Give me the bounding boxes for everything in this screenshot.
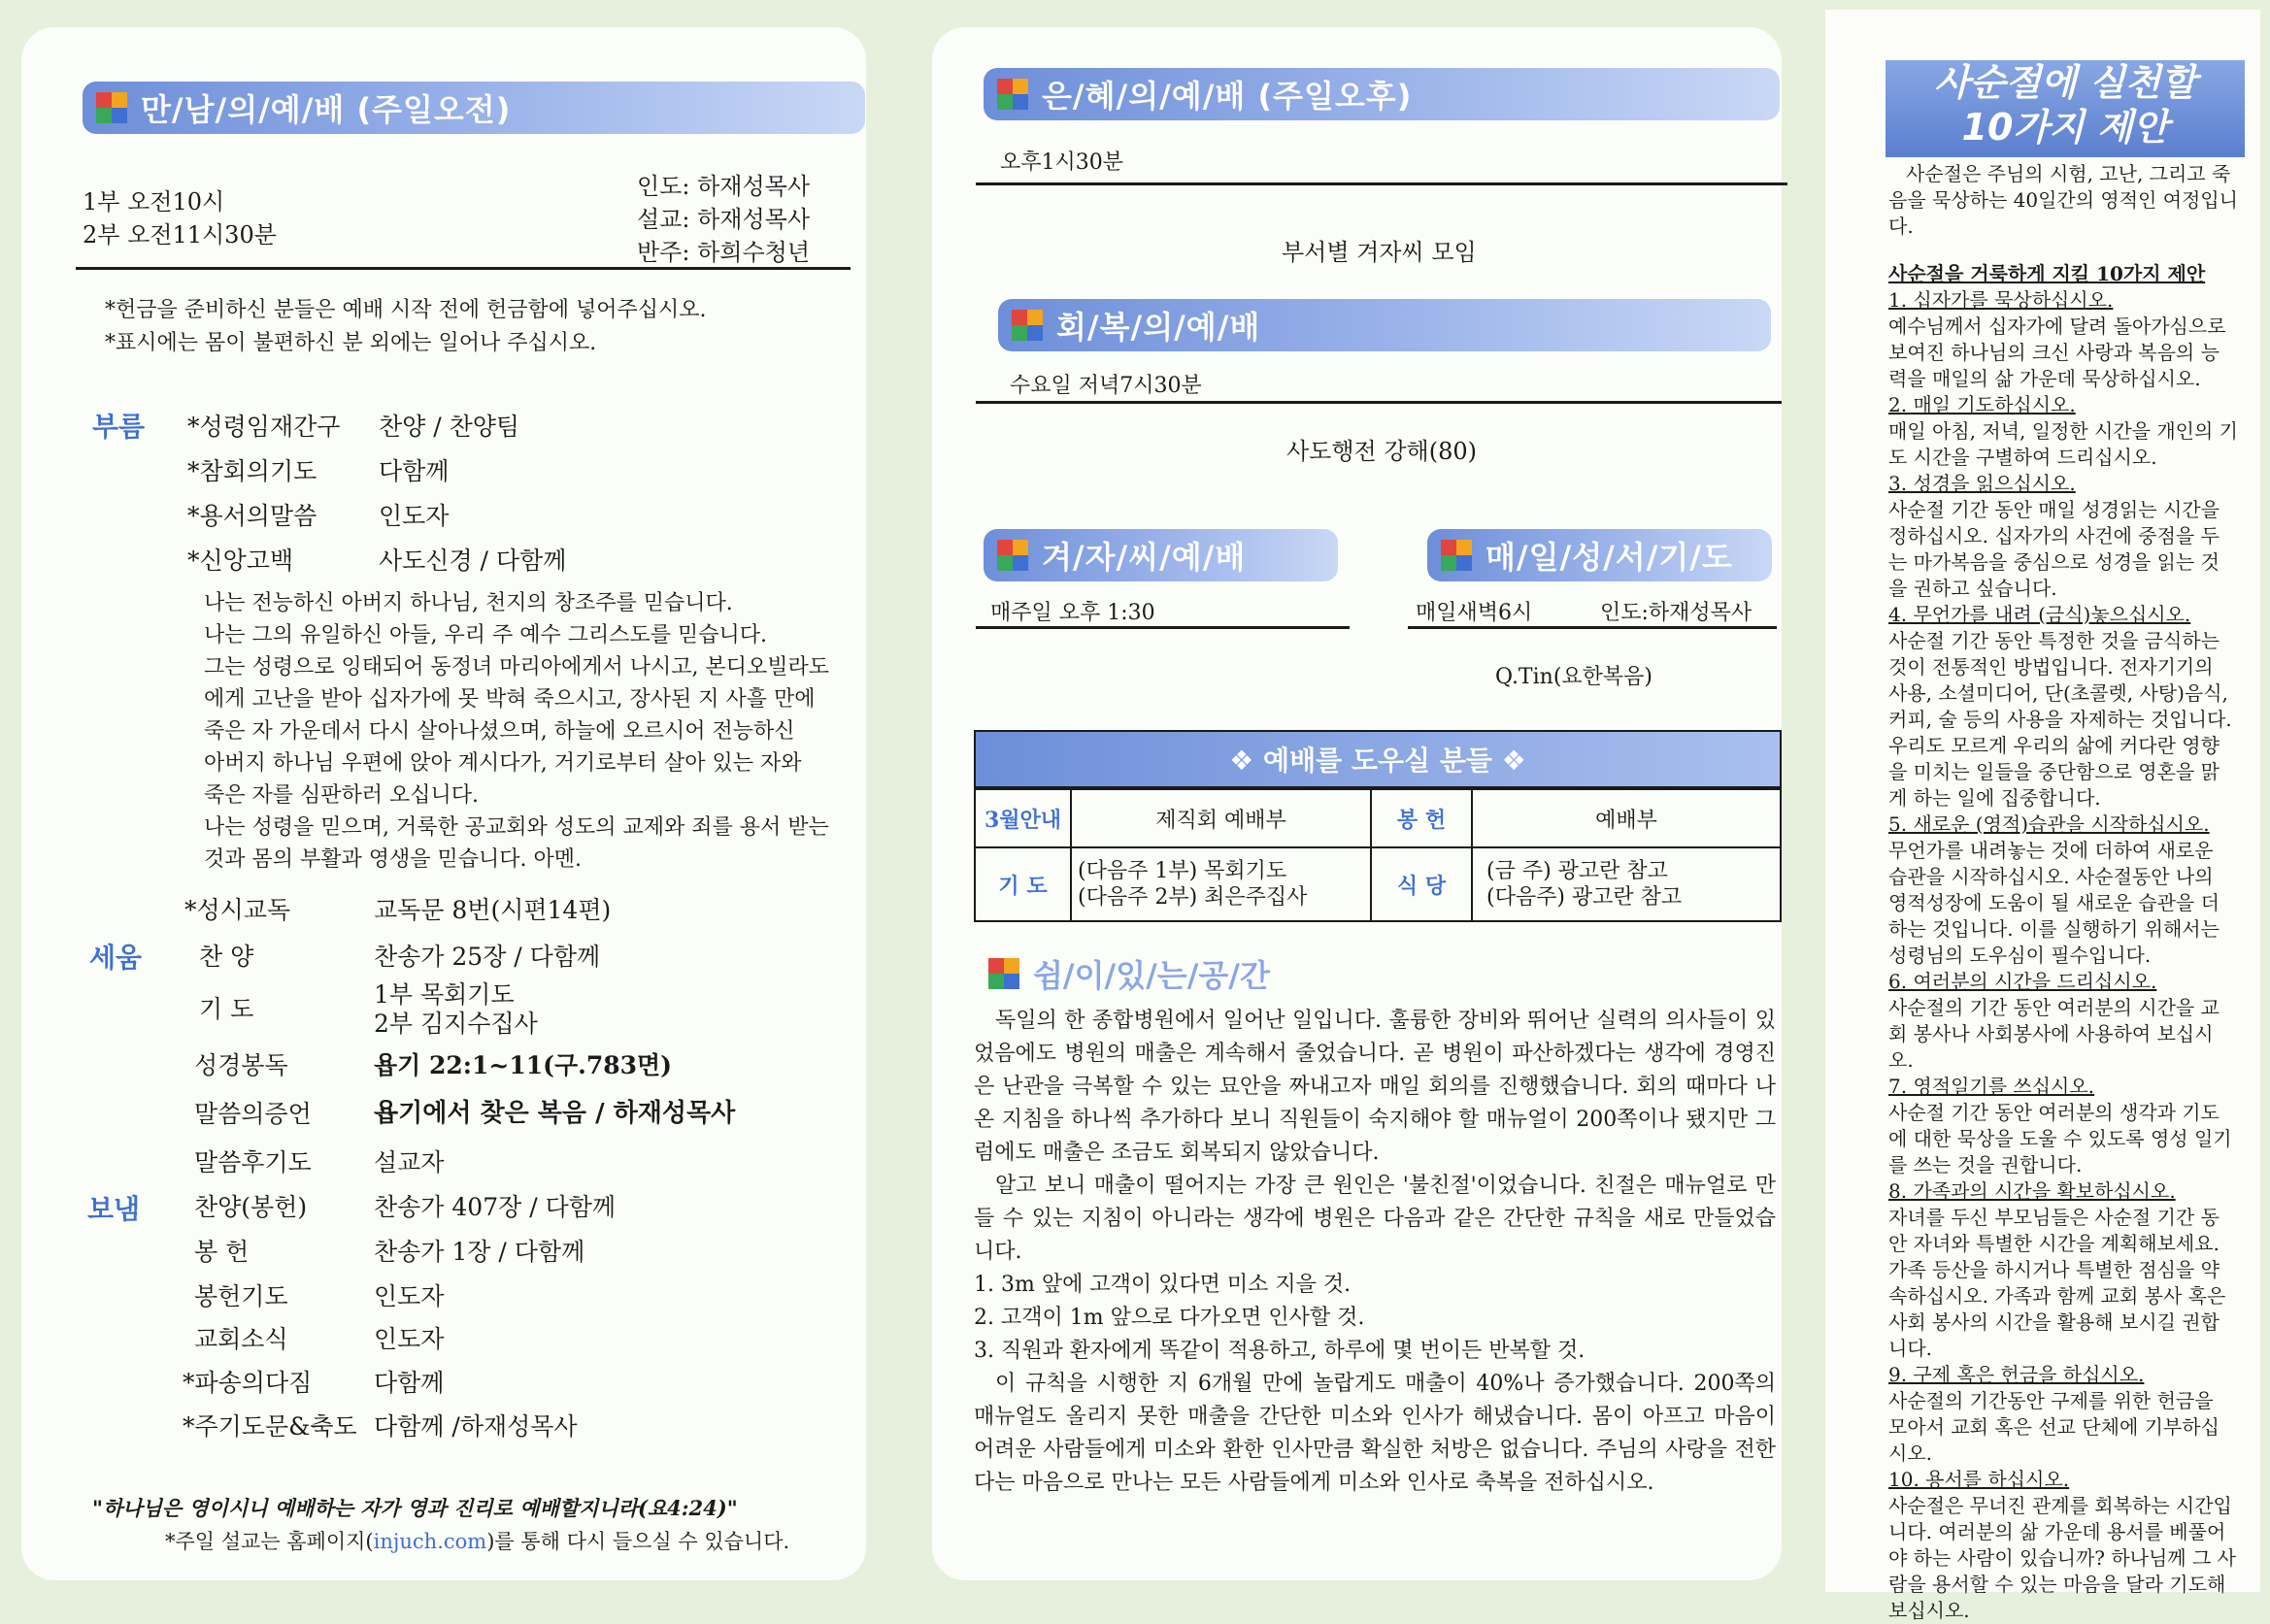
suggestion-heading: 9. 구제 혹은 헌금을 하십시오. bbox=[1888, 1363, 2145, 1386]
rest-story bbox=[974, 1005, 1776, 1500]
meal-cell: 식 당 bbox=[1371, 847, 1472, 921]
recovery-event: 사도행전 강해(80) bbox=[1286, 438, 1477, 465]
order-item: 교회소식 bbox=[194, 1325, 288, 1353]
prayer-assignments bbox=[1071, 847, 1371, 921]
suggestion-heading: 5. 새로운 (영적)습관을 시작하십시오. bbox=[1888, 812, 2210, 836]
creed-line: 나는 그의 유일하신 아들, 우리 주 예수 그리스도를 믿습니다. bbox=[204, 623, 767, 647]
color-square-icon bbox=[997, 79, 1028, 110]
offering-note: *헌금을 준비하신 분들은 예배 시작 전에 헌금함에 넣어주십시오. bbox=[105, 298, 707, 322]
order-item: *성시교독 bbox=[184, 896, 291, 924]
order-detail: 욥기 22:1~11(구.783면) bbox=[374, 1051, 673, 1079]
suggestion-body: 매일 아침, 저녁, 일정한 시간을 개인의 기도 시간을 구별하여 드리십시오. bbox=[1888, 419, 2238, 469]
suggestion-heading: 4. 무언가를 내려 (금식)놓으십시오. bbox=[1888, 603, 2191, 626]
divider bbox=[976, 182, 1787, 185]
order-detail: 찬송가 1장 / 다함께 bbox=[374, 1238, 585, 1266]
helpers-table bbox=[974, 788, 1782, 922]
creed-line: 죽은 자를 심판하러 오십니다. bbox=[204, 783, 479, 808]
suggestion-heading: 8. 가족과의 시간을 확보하십시오. bbox=[1888, 1179, 2176, 1203]
sermon-title: 욥기에서 찾은 복음 / 하재성목사 bbox=[374, 1099, 736, 1128]
stand-note: *표시에는 몸이 불편하신 분 외에는 일어나 주십시오. bbox=[105, 331, 597, 355]
header-title: 매/일/성/서/기/도 bbox=[1486, 539, 1733, 576]
creed-line: 것과 몸의 부활과 영생을 믿습니다. 아멘. bbox=[204, 847, 582, 872]
afternoon-worship-header bbox=[984, 68, 1780, 120]
suggestion-body: 사순절의 기간동안 구제를 위한 헌금을 모아서 교회 혹은 선교 단체에 기부하십시오. bbox=[1888, 1389, 2220, 1465]
title-line: 10가지 제안 bbox=[1961, 106, 2169, 149]
helpers-title: ❖ 예배를 도우실 분들 ❖ bbox=[974, 730, 1782, 788]
order-item: *참회의기도 bbox=[187, 457, 317, 485]
order-detail: 인도자 bbox=[374, 1325, 445, 1353]
offering-header: 봉 헌 bbox=[1371, 789, 1472, 847]
service-time-2: 2부 오전11시30분 bbox=[83, 221, 277, 249]
prayer-cell: 기 도 bbox=[975, 847, 1071, 921]
order-detail: 찬양 / 찬양팀 bbox=[379, 413, 520, 441]
order-item: 찬양(봉헌) bbox=[194, 1193, 308, 1221]
afternoon-event: 부서별 겨자씨 모임 bbox=[1282, 239, 1477, 266]
title-line: 사순절에 실천할 bbox=[1933, 61, 2197, 104]
header-title: 겨/자/씨/예/배 bbox=[1042, 539, 1247, 576]
suggestion-body: 무언가를 내려놓는 것에 더하여 새로운 습관을 시작하십시오. 사순절동안 나의 영적성장에 도움이 될 새로운 습관을 더하는 것입니다. 이를 실행하기 위해서는 성령님의 도우심이 필수입니다. bbox=[1888, 839, 2220, 967]
story-paragraph: 독일의 한 종합병원에서 일어난 일입니다. 훌륭한 장비와 뛰어난 실력의 의사들이 있었음에도 병원의 매출은 계속해서 줄었습니다. 곧 병원이 파산하겠다는 생각에 경영진은 난관을 극복할 수 있는 묘안을 짜내고자 매일 회의를 진행했습니다. 회의 때마다 나온 지침을 하나씩 추가하다 보니 직원들이 숙지해야 할 매뉴얼이 200쪽이나 됐지만 그럼에도 매출은 조금도 회복되지 않았습니다. bbox=[974, 1009, 1776, 1165]
lent-intro: 사순절은 주님의 시험, 고난, 그리고 죽음을 묵상하는 40일간의 영적인 여정입니다. bbox=[1888, 162, 2238, 238]
order-detail: 설교자 bbox=[374, 1148, 445, 1177]
recovery-time: 수요일 저녁7시30분 bbox=[1010, 374, 1202, 398]
order-detail: 다함께 /하재성목사 bbox=[374, 1412, 578, 1441]
order-item: 말씀후기도 bbox=[194, 1148, 312, 1177]
header-title: 쉼/이/있/는/공/간 bbox=[1033, 957, 1270, 994]
suggestion-body: 사순절 기간 동안 매일 성경읽는 시간을 정하십시오. 십자가의 사건에 중점을 두는 마가복음을 중심으로 성경을 읽는 것을 권하고 싶습니다. bbox=[1888, 498, 2220, 600]
worship-header: 예배부 bbox=[1472, 789, 1781, 847]
prayer-line: (다음주 2부) 최은주집사 bbox=[1078, 885, 1308, 910]
mustard-seed-worship-header bbox=[984, 529, 1338, 581]
order-item: 봉헌기도 bbox=[194, 1282, 288, 1310]
order-item: *신앙고백 bbox=[187, 547, 294, 575]
order-detail: 찬송가 25장 / 다함께 bbox=[374, 943, 601, 971]
order-detail: 인도자 bbox=[374, 1282, 445, 1310]
suggestion-body: 사순절은 무너진 관계를 회복하는 시간입니다. 여러분의 삶 가운데 용서를 베풀어야 하는 사람이 있습니까? 하나님께 그 사람을 용서할 수 있는 마음을 달라 기도해보십시오. bbox=[1888, 1494, 2236, 1622]
lent-title bbox=[1886, 60, 2245, 149]
header-title: 만/남/의/예/배 (주일오전) bbox=[141, 91, 512, 128]
divider bbox=[76, 267, 851, 270]
suggestion-body: 사순절 기간 동안 특정한 것을 금식하는 것이 전통적인 방법입니다. 전자기기의 사용, 소셜미디어, 단(초콜렛, 사탕)음식, 커피, 술 등의 사용을 자제하는 것입니다. 우리도 모르게 우리의 삶에 커다란 영향을 미치는 일들을 중단함으로 영혼을 맑게 하는 일에 집중합니다. bbox=[1888, 629, 2232, 810]
story-paragraph: 이 규칙을 시행한 지 6개월 만에 놀랍게도 매출이 40%나 증가했습니다. 200쪽의 매뉴얼도 올리지 못한 매출을 간단한 미소와 인사가 해냈습니다. 몸이 아프고 마음이 어려운 사람들에게 미소와 환한 인사만큼 확실한 처방은 없습니다. 주님의 사랑을 전한다는 마음으로 만나는 모든 사람들에게 미소와 인사로 축복을 전하십시오. bbox=[974, 1372, 1776, 1495]
suggestion-heading: 6. 여러분의 시간을 드리십시오. bbox=[1888, 970, 2157, 993]
header-title: 은/혜/의/예/배 (주일오후) bbox=[1042, 78, 1413, 115]
daily-leader: 인도:하재성목사 bbox=[1600, 601, 1753, 625]
prayer-line: (다음주 1부) 목회기도 bbox=[1078, 859, 1287, 883]
color-square-icon bbox=[1441, 540, 1472, 571]
rest-space-header bbox=[988, 951, 1270, 996]
color-square-icon bbox=[988, 958, 1019, 989]
order-item: *주기도문&축도 bbox=[183, 1412, 357, 1441]
afternoon-time: 오후1시30분 bbox=[1000, 150, 1123, 175]
order-item: 말씀의증언 bbox=[194, 1100, 312, 1128]
table-row bbox=[975, 789, 1781, 847]
creed-line: 에게 고난을 받아 십자가에 못 박혀 죽으시고, 장사된 지 사흘 만에 bbox=[204, 687, 816, 712]
story-rule: 2. 고객이 1m 앞으로 다가오면 인사할 것. bbox=[974, 1306, 1365, 1330]
section-call: 부름 bbox=[92, 411, 146, 443]
divider bbox=[976, 626, 1350, 629]
color-square-icon bbox=[1012, 310, 1043, 341]
creed-line: 나는 성령을 믿으며, 거룩한 공교회와 성도의 교제와 죄를 용서 받는 bbox=[204, 815, 829, 840]
color-square-icon bbox=[997, 540, 1028, 571]
order-item: 기 도 bbox=[199, 995, 254, 1023]
month-cell: 3월안내 bbox=[975, 789, 1071, 847]
service-time-1: 1부 오전10시 bbox=[83, 188, 225, 215]
table-row bbox=[975, 847, 1781, 921]
suggestion-heading: 1. 십자가를 묵상하십시오. bbox=[1888, 288, 2114, 312]
leader: 인도: 하재성목사 bbox=[637, 173, 811, 200]
staff-header: 제직회 예배부 bbox=[1071, 789, 1371, 847]
story-rule: 1. 3m 앞에 고객이 있다면 미소 지을 것. bbox=[974, 1273, 1352, 1297]
order-item: 봉 헌 bbox=[194, 1238, 250, 1266]
meal-line: (다음주) 광고란 참고 bbox=[1486, 885, 1683, 910]
scripture-verse: "하나님은 영이시니 예배하는 자가 영과 진리로 예배할지니라(요4:24)" bbox=[92, 1496, 738, 1520]
creed-line: 나는 전능하신 아버지 하나님, 천지의 창조주를 믿습니다. bbox=[204, 591, 733, 615]
creed-line: 아버지 하나님 우편에 앉아 계시다가, 거기로부터 살아 있는 자와 bbox=[204, 751, 802, 776]
order-detail: 다함께 bbox=[374, 1369, 445, 1397]
mustard-time: 매주일 오후 1:30 bbox=[990, 601, 1155, 625]
lent-subtitle: 사순절을 거룩하게 지킬 10가지 제안 bbox=[1888, 262, 2206, 285]
story-rule: 3. 직원과 환자에게 똑같이 적용하고, 하루에 몇 번이든 반복할 것. bbox=[974, 1339, 1586, 1363]
order-detail-2: 2부 김지수집사 bbox=[374, 1010, 538, 1038]
suggestion-heading: 3. 성경을 읽으십시오. bbox=[1888, 472, 2076, 495]
order-detail: 1부 목회기도 bbox=[374, 980, 515, 1009]
suggestion-body: 예수님께서 십자가에 달려 돌아가심으로 보여진 하나님의 크신 사랑과 복음의 능력을 매일의 삶 가운데 묵상하십시오. bbox=[1888, 315, 2226, 390]
order-detail: 다함께 bbox=[379, 457, 450, 485]
replay-text: *주일 설교는 홈페이지( bbox=[165, 1530, 374, 1553]
qtin-book: Q.Tin(요한복음) bbox=[1495, 665, 1652, 689]
suggestion-heading: 7. 영적일기를 쓰십시오. bbox=[1888, 1075, 2095, 1098]
order-detail: 교독문 8번(시편14편) bbox=[374, 896, 612, 924]
story-paragraph: 알고 보니 매출이 떨어지는 가장 큰 원인은 '불친절'이었습니다. 친절은 매뉴얼로 만들 수 있는 지침이 아니라는 생각에 병원은 다음과 같은 간단한 규칙을 새로 만들었습니다. bbox=[974, 1174, 1776, 1264]
divider bbox=[1408, 626, 1777, 629]
creed-line: 죽은 자 가운데서 다시 살아나셨으며, 하늘에 오르시어 전능하신 bbox=[204, 719, 795, 744]
suggestion-heading: 10. 용서를 하십시오. bbox=[1888, 1468, 2070, 1491]
order-detail: 인도자 bbox=[379, 502, 450, 530]
lent-suggestions bbox=[1888, 161, 2238, 1624]
order-item: 찬 양 bbox=[199, 943, 254, 971]
morning-worship-header bbox=[83, 82, 865, 134]
recovery-worship-header bbox=[998, 299, 1771, 351]
daily-time: 매일새벽6시 bbox=[1416, 601, 1533, 625]
replay-text: )를 통해 다시 들으실 수 있습니다. bbox=[486, 1530, 790, 1553]
order-detail: 사도신경 / 다함께 bbox=[379, 547, 567, 575]
accompanist: 반주: 하희수청년 bbox=[637, 239, 811, 266]
color-square-icon bbox=[96, 92, 127, 123]
meal-assignments bbox=[1472, 847, 1781, 921]
order-item: *파송의다짐 bbox=[183, 1369, 313, 1397]
order-detail: 찬송가 407장 / 다함께 bbox=[374, 1193, 617, 1221]
meal-line: (금 주) 광고란 참고 bbox=[1486, 859, 1668, 883]
section-build: 세움 bbox=[89, 942, 143, 974]
header-title: 회/복/의/예/배 bbox=[1056, 309, 1261, 346]
creed-line: 그는 성령으로 잉태되어 동정녀 마리아에게서 나시고, 본디오빌라도 bbox=[204, 655, 830, 679]
order-item: *성령임재간구 bbox=[187, 413, 341, 441]
apostles-creed bbox=[204, 587, 845, 876]
homepage-link[interactable]: injuch.com bbox=[373, 1530, 487, 1553]
suggestion-body: 사순절의 기간 동안 여러분의 시간을 교회 봉사나 사회봉사에 사용하여 보십시오. bbox=[1888, 996, 2220, 1072]
suggestion-heading: 2. 매일 기도하십시오. bbox=[1888, 393, 2076, 416]
suggestion-body: 자녀를 두신 부모님들은 사순절 기간 동안 자녀와 특별한 시간을 계획해보세요. 가족 등산을 하시거나 특별한 점심을 약속하십시오. 가족과 함께 교회 봉사 혹은 사회 봉사의 시간을 활용해 보시길 권합니다. bbox=[1888, 1206, 2226, 1360]
order-item: 성경봉독 bbox=[194, 1051, 288, 1079]
section-send: 보냄 bbox=[87, 1193, 141, 1225]
divider bbox=[976, 401, 1782, 404]
sermon-replay-note bbox=[165, 1526, 789, 1555]
daily-prayer-header bbox=[1427, 529, 1772, 581]
order-item: *용서의말씀 bbox=[187, 502, 317, 530]
suggestion-body: 사순절 기간 동안 여러분의 생각과 기도에 대한 묵상을 도울 수 있도록 영성 일기를 쓰는 것을 권합니다. bbox=[1888, 1101, 2232, 1177]
preacher: 설교: 하재성목사 bbox=[637, 206, 811, 233]
